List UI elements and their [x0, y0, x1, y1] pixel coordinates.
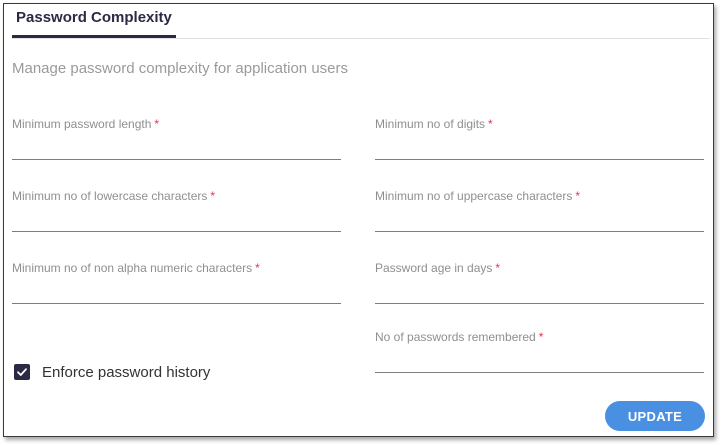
field-underline — [375, 372, 704, 373]
enforce-history-label: Enforce password history — [42, 363, 211, 381]
passwords-remembered-input[interactable] — [375, 348, 704, 370]
enforce-history-checkbox[interactable] — [14, 364, 30, 380]
min-non-alnum-field[interactable] — [12, 261, 341, 305]
update-button[interactable]: UPDATE — [605, 401, 705, 431]
field-underline — [12, 303, 341, 304]
field-underline — [375, 303, 704, 304]
required-marker: * — [154, 117, 160, 131]
min-digits-field[interactable] — [375, 117, 704, 161]
required-marker: * — [488, 117, 493, 131]
password-complexity-panel — [3, 3, 714, 437]
required-marker: * — [538, 330, 544, 344]
field-underline — [12, 159, 341, 160]
field-underline — [12, 231, 341, 232]
tab-bar — [12, 4, 710, 39]
min-lowercase-field[interactable] — [12, 189, 341, 233]
required-marker: * — [575, 189, 581, 203]
field-label: Minimum no of lowercase characters * — [12, 189, 216, 203]
field-label: Minimum no of non alpha numeric characters * — [12, 261, 260, 275]
tab-password-complexity[interactable]: Password Complexity — [12, 4, 176, 38]
checkmark-icon — [16, 366, 28, 378]
min-uppercase-input[interactable] — [375, 207, 704, 229]
field-underline — [375, 159, 704, 160]
required-marker: * — [210, 189, 216, 203]
enforce-history-row[interactable] — [14, 361, 210, 383]
min-uppercase-field[interactable] — [375, 189, 704, 233]
min-password-length-field[interactable] — [12, 117, 341, 161]
min-lowercase-input[interactable] — [12, 207, 341, 229]
field-label: Minimum password length * — [12, 117, 160, 131]
field-label: Password age in days * — [375, 261, 501, 275]
field-label: Minimum no of uppercase characters * — [375, 189, 581, 203]
required-marker: * — [255, 261, 260, 275]
min-password-length-input[interactable] — [12, 135, 341, 157]
field-label: Minimum no of digits * — [375, 117, 493, 131]
password-age-input[interactable] — [375, 279, 704, 301]
field-underline — [375, 231, 704, 232]
password-age-field[interactable] — [375, 261, 704, 305]
field-label: No of passwords remembered * — [375, 330, 544, 344]
page-subtitle: Manage password complexity for application users — [12, 60, 348, 77]
min-non-alnum-input[interactable] — [12, 279, 341, 301]
passwords-remembered-field[interactable] — [375, 330, 704, 374]
min-digits-input[interactable] — [375, 135, 704, 157]
required-marker: * — [495, 261, 501, 275]
